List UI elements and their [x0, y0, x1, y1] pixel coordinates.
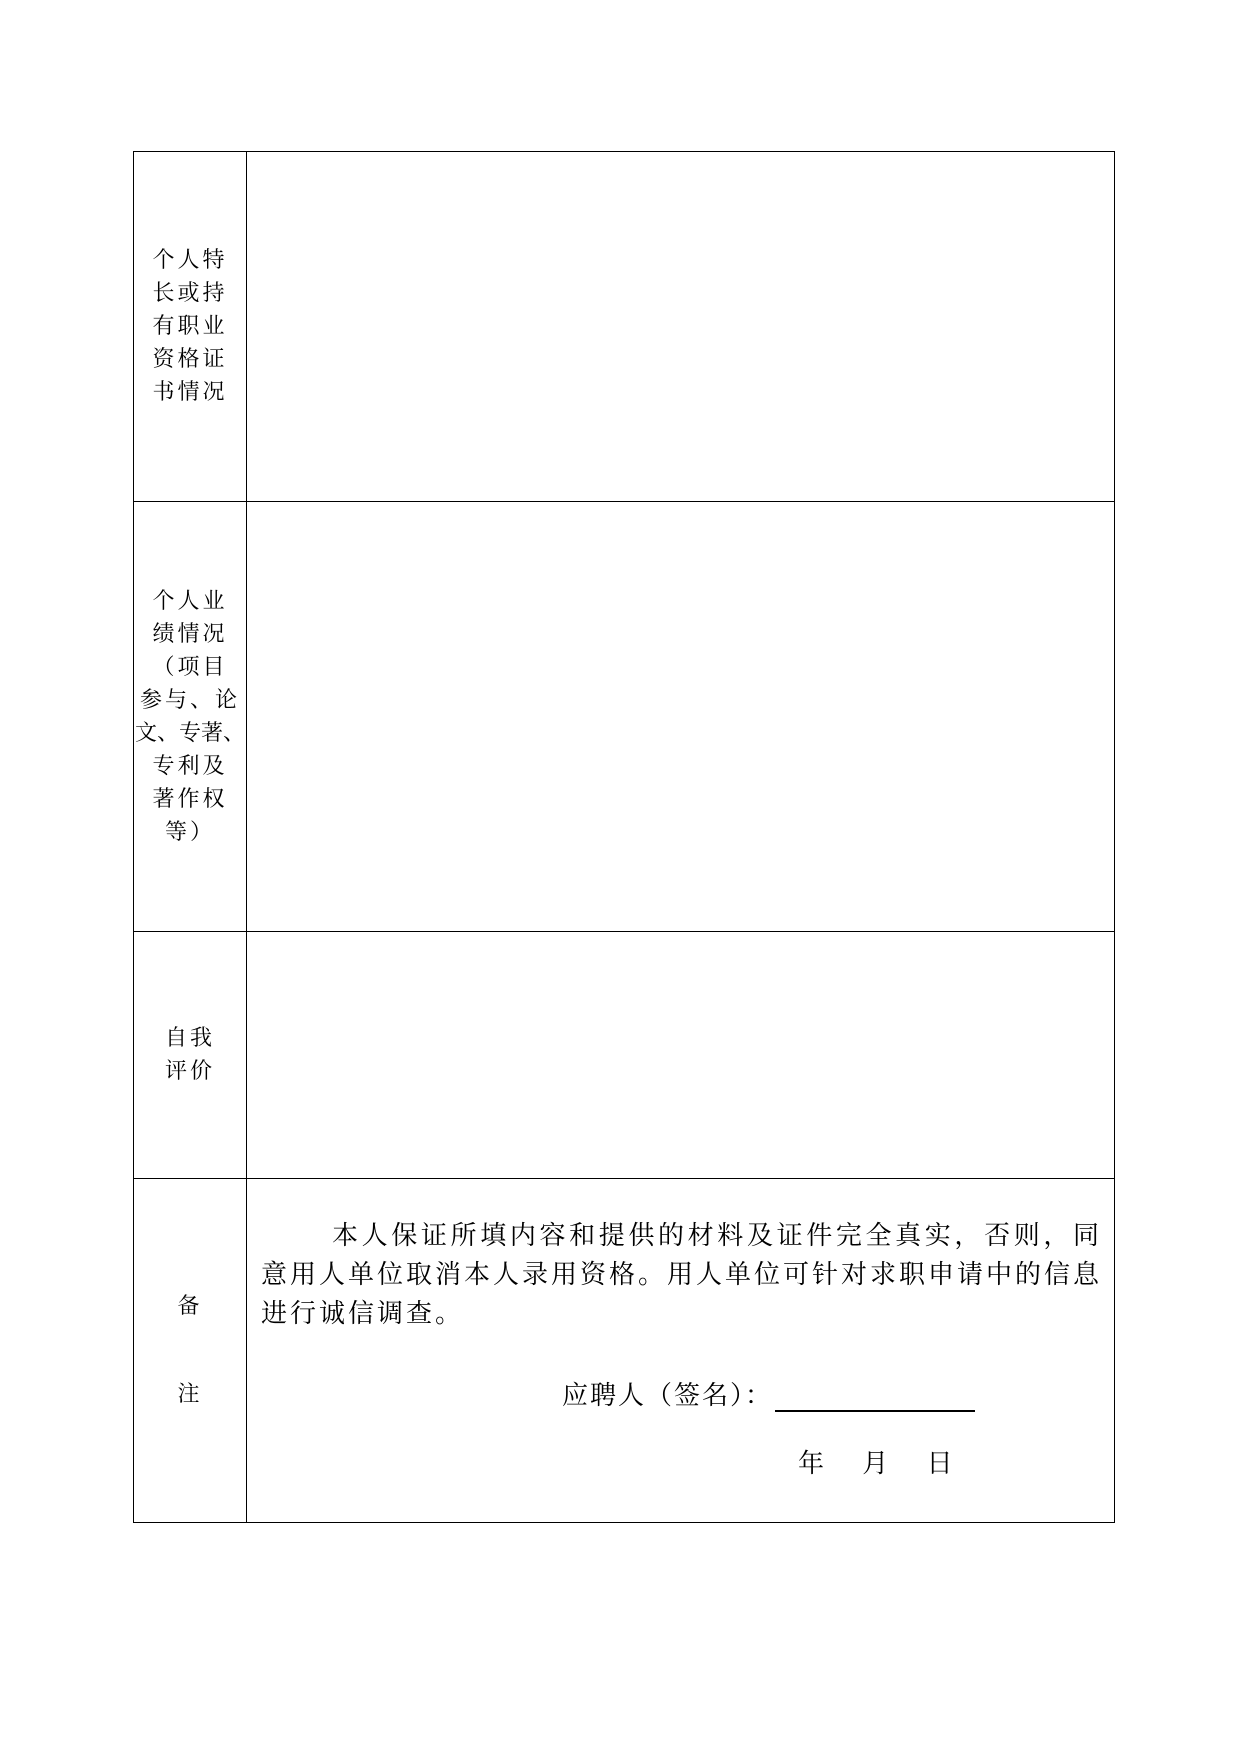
achievements-label-line: 个人业	[152, 588, 228, 614]
skills-label-line: 资格证	[152, 347, 228, 372]
self-evaluation-label-line: 评价	[164, 1059, 215, 1084]
self-evaluation-field[interactable]	[247, 932, 1115, 1179]
date-day: 日	[926, 1449, 953, 1479]
date-month: 月	[862, 1449, 889, 1479]
remarks-label-top: 备	[177, 1294, 203, 1319]
achievements-label-line: （项目	[152, 654, 228, 680]
signature-field[interactable]	[775, 1380, 975, 1412]
achievements-label-line: 参与、论	[139, 687, 240, 713]
achievements-label-line: 文、专著、	[134, 720, 245, 746]
skills-label-line: 个人特	[152, 248, 228, 273]
signature-line	[562, 1375, 975, 1412]
skills-row	[134, 152, 1115, 502]
remarks-label	[134, 1179, 247, 1523]
self-evaluation-row	[134, 932, 1115, 1179]
self-evaluation-label-line: 自我	[164, 1026, 215, 1051]
achievements-label	[134, 502, 247, 932]
skills-label-line: 书情况	[152, 380, 228, 405]
achievements-label-line: 专利及	[152, 753, 228, 779]
self-evaluation-label	[134, 932, 247, 1179]
achievements-label-line: 绩情况	[152, 621, 228, 647]
declaration-text: 本人保证所填内容和提供的材料及证件完全真实，否则，同意用人单位取消本人录用资格。用人单位可针对求职申请中的信息进行诚信调查。	[261, 1221, 1103, 1329]
skills-label	[134, 152, 247, 502]
remarks-label-bottom: 注	[177, 1382, 203, 1407]
declaration-cell	[247, 1179, 1115, 1523]
signature-label: 应聘人（签名）：	[562, 1381, 774, 1411]
skills-field[interactable]	[247, 152, 1115, 502]
application-form-table	[133, 151, 1115, 1523]
date-line	[798, 1443, 983, 1480]
achievements-label-line: 等）	[164, 819, 215, 845]
achievements-field[interactable]	[247, 502, 1115, 932]
date-year: 年	[798, 1449, 825, 1479]
achievements-label-line: 著作权	[152, 786, 228, 812]
achievements-row	[134, 502, 1115, 932]
remarks-row	[134, 1179, 1115, 1523]
remarks-label-gap	[134, 1323, 246, 1378]
skills-label-line: 有职业	[152, 314, 228, 339]
skills-label-line: 长或持	[152, 281, 228, 306]
